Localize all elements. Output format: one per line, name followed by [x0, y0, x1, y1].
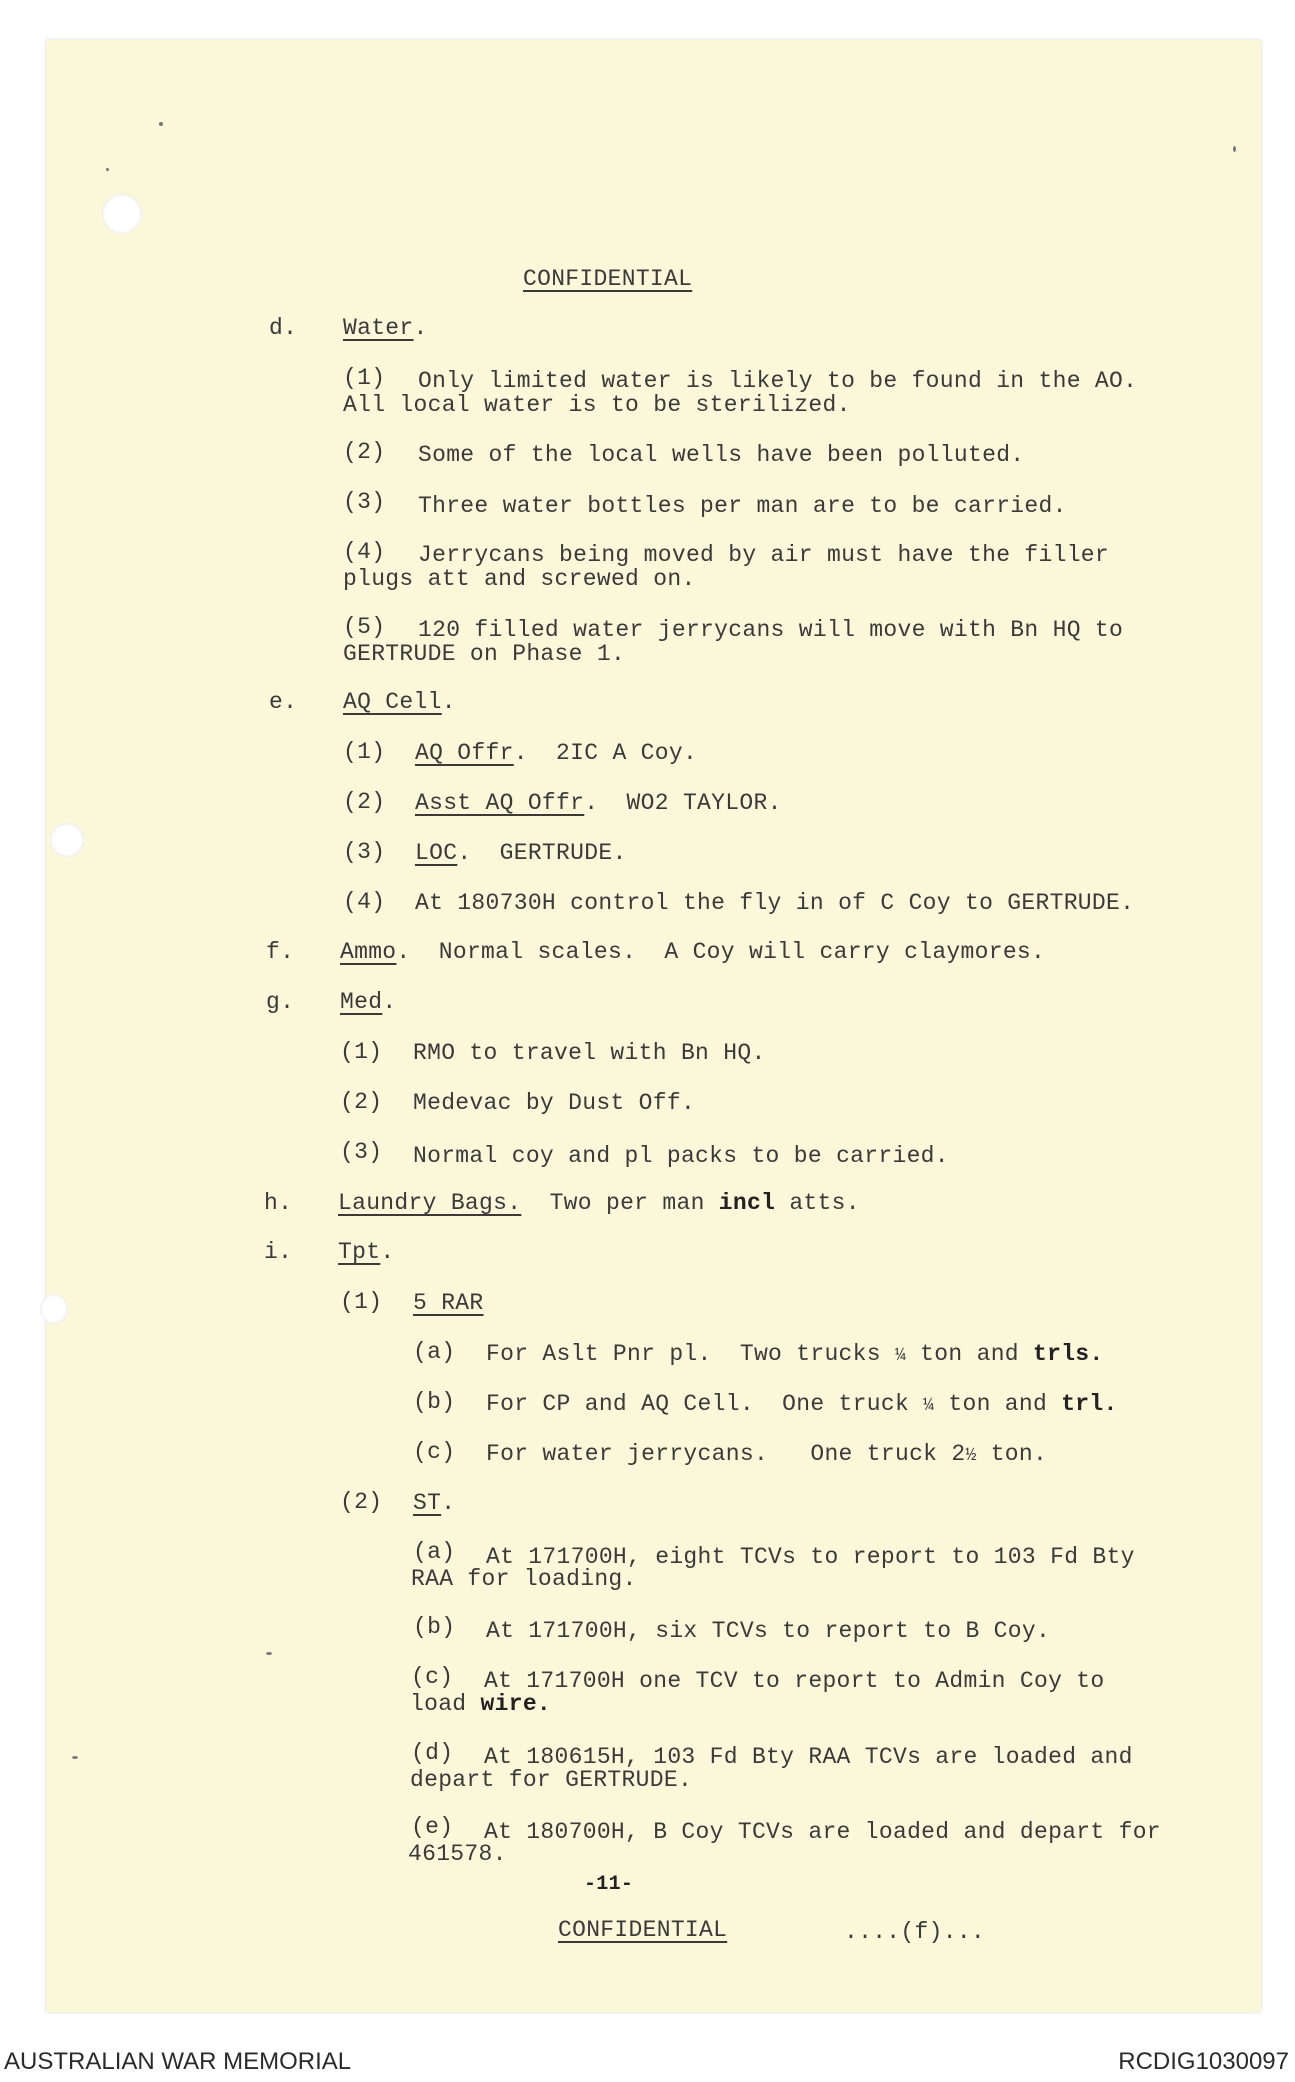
paper-speck	[266, 1652, 272, 1655]
item-number: (1)	[343, 739, 386, 765]
item-text: RMO to travel with Bn HQ.	[413, 1040, 766, 1066]
section-letter: h.	[264, 1190, 293, 1216]
item-text: LOC. GERTRUDE.	[415, 840, 627, 866]
item-text: RAA for loading.	[411, 1566, 637, 1592]
item-text: AQ Offr. 2IC A Coy.	[415, 740, 698, 766]
item-text: Jerrycans being moved by air must have the filler	[418, 542, 1110, 568]
section-letter: g.	[266, 989, 295, 1015]
section-letter: e.	[269, 689, 298, 715]
item-text: For Aslt Pnr pl. Two trucks ¼ ton and trls.	[486, 1341, 1104, 1367]
continuation-marker: ....(f)...	[844, 1919, 986, 1945]
subsection-heading-st: ST.	[413, 1490, 456, 1516]
item-number: (1)	[340, 1039, 383, 1065]
section-heading-tpt: Tpt.	[338, 1239, 395, 1265]
item-text: At 171700H one TCV to report to Admin Coy to	[484, 1668, 1105, 1694]
item-text: GERTRUDE on Phase 1.	[343, 641, 626, 667]
section-letter: f.	[266, 939, 295, 965]
item-number: (c)	[413, 1439, 456, 1465]
item-number: (a)	[413, 1539, 456, 1565]
subsection-heading-5-rar: 5 RAR	[413, 1290, 484, 1316]
paper-speck	[1233, 146, 1236, 152]
item-number: (e)	[411, 1814, 454, 1840]
item-text: At 180615H, 103 Fd Bty RAA TCVs are loaded and	[484, 1744, 1133, 1770]
item-number: (2)	[340, 1489, 383, 1515]
paper-speck	[106, 168, 109, 171]
item-number: (d)	[411, 1740, 454, 1766]
item-text: Medevac by Dust Off.	[413, 1090, 696, 1116]
confidential-footer: CONFIDENTIAL	[558, 1917, 728, 1943]
section-letter: i.	[264, 1239, 293, 1265]
item-text: 120 filled water jerrycans will move with Bn HQ to	[418, 617, 1124, 643]
item-number: (3)	[343, 489, 386, 515]
page-number: -11-	[584, 1873, 634, 1896]
item-text: 461578.	[408, 1841, 507, 1867]
item-text: At 171700H, six TCVs to report to B Coy.	[486, 1618, 1051, 1644]
paper-speck	[72, 1756, 78, 1759]
item-text: load wire.	[410, 1691, 552, 1717]
item-number: (5)	[343, 614, 386, 640]
section-heading-med: Med.	[340, 989, 397, 1015]
item-number: (4)	[343, 539, 386, 565]
item-number: (1)	[340, 1289, 383, 1315]
item-text: For water jerrycans. One truck 2½ ton.	[486, 1441, 1048, 1467]
item-number: (2)	[340, 1089, 383, 1115]
item-number: (1)	[343, 365, 386, 391]
item-text: Some of the local wells have been polluted.	[418, 442, 1025, 468]
section-heading-laundry: Laundry Bags. Two per man incl atts.	[338, 1190, 860, 1216]
section-heading-ammo: Ammo. Normal scales. A Coy will carry claymores.	[340, 939, 1046, 965]
item-number: (4)	[343, 889, 386, 915]
archive-credit: AUSTRALIAN WAR MEMORIAL	[4, 2048, 352, 2075]
section-heading-aq-cell: AQ Cell.	[343, 689, 456, 715]
archive-identifier: RCDIG1030097	[1118, 2048, 1289, 2075]
punch-hole	[40, 1294, 68, 1324]
item-number: (b)	[413, 1614, 456, 1640]
item-text: Normal coy and pl packs to be carried.	[413, 1143, 949, 1169]
item-number: (3)	[343, 839, 386, 865]
item-number: (2)	[343, 789, 386, 815]
item-number: (a)	[413, 1339, 456, 1365]
section-letter: d.	[269, 315, 298, 341]
document-page	[46, 40, 1261, 2012]
item-number: (3)	[340, 1139, 383, 1165]
item-text: All local water is to be sterilized.	[343, 392, 851, 418]
item-text: At 180700H, B Coy TCVs are loaded and depart for	[484, 1819, 1161, 1845]
item-text: Only limited water is likely to be found in the AO.	[418, 368, 1138, 394]
item-number: (2)	[343, 439, 386, 465]
item-number: (b)	[413, 1389, 456, 1415]
item-number: (c)	[411, 1664, 454, 1690]
item-text: Three water bottles per man are to be carried.	[418, 493, 1067, 519]
section-heading-water: Water.	[343, 315, 428, 341]
punch-hole	[102, 194, 142, 234]
item-text: At 180730H control the fly in of C Coy to GERTRUDE.	[415, 890, 1135, 916]
confidential-header: CONFIDENTIAL	[523, 266, 693, 292]
item-text: Asst AQ Offr. WO2 TAYLOR.	[415, 790, 782, 816]
item-text: plugs att and screwed on.	[343, 566, 696, 592]
item-text: depart for GERTRUDE.	[410, 1767, 693, 1793]
punch-hole	[50, 823, 84, 857]
item-text: At 171700H, eight TCVs to report to 103 Fd Bty	[486, 1544, 1135, 1570]
item-text: For CP and AQ Cell. One truck ¼ ton and trl.	[486, 1391, 1118, 1417]
paper-speck	[159, 122, 163, 126]
